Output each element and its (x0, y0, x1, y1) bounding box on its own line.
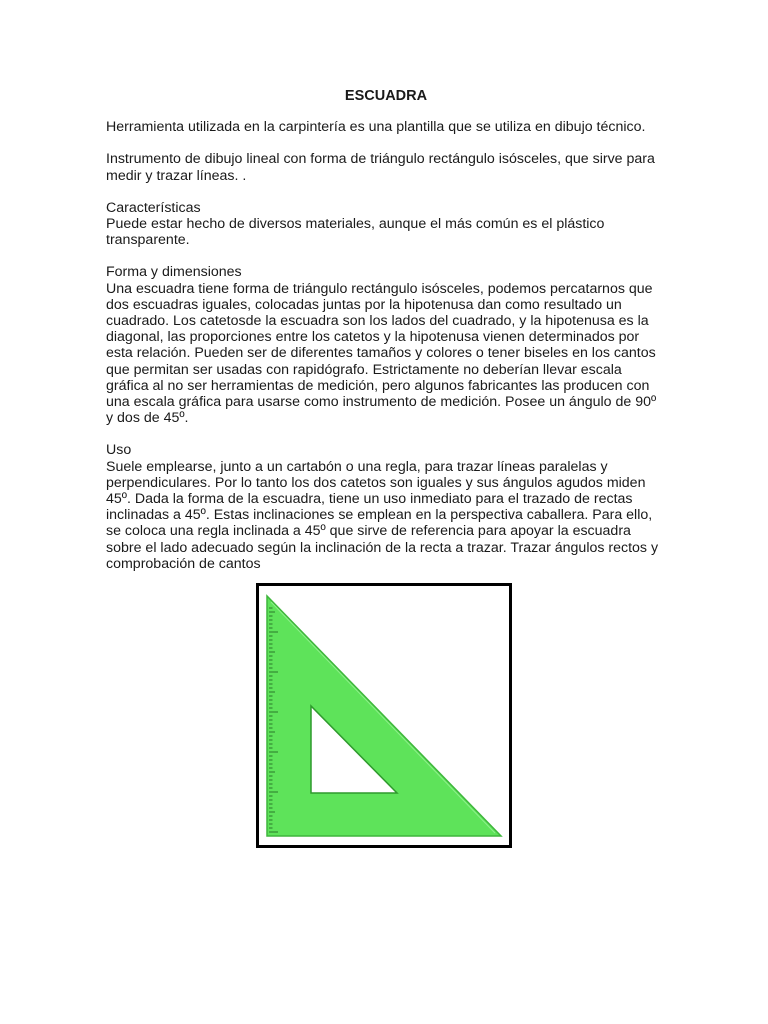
section-body-features: Puede estar hecho de diversos materiales, aunque el más común es el plástico transparente. (106, 216, 605, 249)
section-shape (106, 264, 666, 426)
intro-text-1: Herramienta utilizada en la carpintería es una plantilla que se utiliza en dibujo técnico. (106, 119, 646, 136)
set-square-illustration-icon (259, 586, 509, 845)
intro-paragraph-1 (106, 119, 666, 135)
intro-paragraph-2 (106, 151, 666, 183)
section-heading-features: Características (106, 199, 201, 216)
set-square-body (267, 596, 501, 836)
section-heading-use: Uso (106, 442, 132, 459)
set-square-figure (256, 583, 512, 848)
section-body-use: Suele emplearse, junto a un cartabón o una regla, para trazar líneas paralelas y perpendiculares. Por lo tanto los dos catetos son iguales y sus ángulos agudos miden 45º. Dada la forma de la escuadra, tiene un uso inmediato para el trazado de rectas inclinadas a 45º. Estas inclinaciones se emplean en la perspectiva caballera. Para ello, se coloca una regla inclinada a 45º que sirve de referencia para apoyar la escuadra sobre el lado adecuado según la inclinación de la recta a trazar. Trazar ángulos rectos y comprobación de cantos (106, 458, 659, 572)
page-title: ESCUADRA (344, 88, 428, 104)
section-heading-shape: Forma y dimensiones (106, 264, 242, 281)
document-body (106, 88, 666, 588)
intro-text-2: Instrumento de dibujo lineal con forma de triángulo rectángulo isósceles, que sirve para medir y trazar líneas. . (106, 151, 655, 184)
section-body-shape: Una escuadra tiene forma de triángulo rectángulo isósceles, podemos percatarnos que dos escuadras iguales, colocadas juntas por la hipotenusa dan como resultado un cuadrado. Los catetosde la escuadra son los lados del cuadrado, y la hipotenusa es la diagonal, las proporciones entre los catetos y la hipotenusa vienen determinados por esta relación. Pueden ser de diferentes tamaños y colores o tener biseles en los cantos que permitan ser usadas con rapidógrafo. Estrictamente no deberían llevar escala gráfica al no ser herramientas de medición, pero algunos fabricantes las producen con una escala gráfica para usarse como instrumento de medición. Posee un ángulo de 90º y dos de 45º. (106, 280, 657, 427)
section-features (106, 200, 666, 249)
section-use (106, 442, 666, 572)
